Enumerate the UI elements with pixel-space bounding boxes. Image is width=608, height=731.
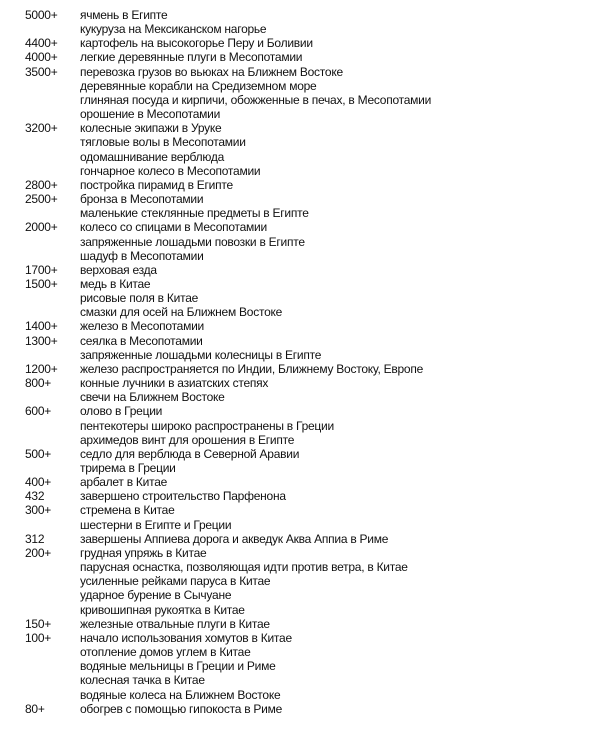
timeline-row — [0, 376, 608, 390]
timeline-row — [0, 121, 608, 135]
timeline-row — [0, 461, 608, 475]
timeline-event: водяные колеса на Ближнем Востоке — [80, 687, 281, 702]
timeline-event: картофель на высокогорье Перу и Боливии — [80, 36, 313, 51]
timeline-event: запряженные лошадьми колесницы в Египте — [80, 347, 322, 362]
timeline-row — [0, 645, 608, 659]
timeline-event: ячмень в Египте — [80, 8, 168, 22]
timeline-event: бронза в Месопотамии — [80, 192, 204, 207]
timeline-date: 4400+ — [25, 36, 58, 51]
timeline-row — [0, 107, 608, 121]
timeline-row — [0, 419, 608, 433]
timeline-date: 1700+ — [25, 262, 58, 277]
timeline-row — [0, 8, 608, 22]
timeline-row — [0, 164, 608, 178]
timeline-event: сеялка в Месопотамии — [80, 333, 203, 348]
timeline-date: 1500+ — [25, 276, 58, 291]
timeline-row — [0, 603, 608, 617]
timeline-row — [0, 673, 608, 687]
timeline-event: шестерни в Египте и Греции — [80, 517, 232, 532]
timeline-row — [0, 348, 608, 362]
timeline-date: 150+ — [25, 616, 52, 631]
timeline-event: перевозка грузов во вьюках на Ближнем Востоке — [80, 64, 343, 79]
timeline-list — [0, 8, 608, 716]
timeline-event: железо распространяется по Индии, Ближнему Востоку, Европе — [80, 361, 424, 376]
timeline-row — [0, 447, 608, 461]
timeline-date: 80+ — [25, 701, 45, 716]
timeline-event: одомашнивание верблюда — [80, 149, 225, 164]
timeline-event: усиленные рейками паруса в Китае — [80, 574, 271, 589]
timeline-row — [0, 135, 608, 149]
timeline-event: парусная оснастка, позволяющая идти против ветра, в Китае — [80, 560, 408, 575]
timeline-event: маленькие стеклянные предметы в Египте — [80, 206, 309, 221]
timeline-row — [0, 206, 608, 220]
timeline-row — [0, 390, 608, 404]
timeline-row — [0, 305, 608, 319]
timeline-event: кукуруза на Мексиканском нагорье — [80, 22, 267, 37]
timeline-event: орошение в Месопотамии — [80, 107, 221, 122]
timeline-row — [0, 574, 608, 588]
timeline-row — [0, 277, 608, 291]
timeline-event: гончарное колесо в Месопотамии — [80, 163, 261, 178]
timeline-event: свечи на Ближнем Востоке — [80, 390, 225, 405]
timeline-row — [0, 249, 608, 263]
timeline-event: глиняная посуда и кирпичи, обожженные в печах, в Месопотамии — [80, 92, 432, 107]
timeline-date: 400+ — [25, 475, 52, 490]
timeline-event: водяные мельницы в Греции и Риме — [80, 659, 276, 674]
timeline-date: 800+ — [25, 376, 52, 391]
timeline-event: ударное бурение в Сычуане — [80, 588, 232, 603]
timeline-row — [0, 546, 608, 560]
timeline-row — [0, 688, 608, 702]
timeline-date: 1400+ — [25, 319, 58, 334]
timeline-row — [0, 50, 608, 64]
timeline-event: архимедов винт для орошения в Египте — [80, 432, 295, 447]
timeline-event: трирема в Греции — [80, 461, 176, 475]
timeline-event: тягловые волы в Месопотамии — [80, 135, 246, 150]
timeline-event: седло для верблюда в Северной Аравии — [80, 446, 300, 461]
timeline-date: 200+ — [25, 545, 52, 560]
timeline-event: колесные экипажи в Уруке — [80, 121, 222, 136]
timeline-row — [0, 617, 608, 631]
timeline-event: завершено строительство Парфенона — [80, 489, 286, 504]
timeline-row — [0, 489, 608, 503]
timeline-row — [0, 433, 608, 447]
timeline-event: олово в Греции — [80, 404, 163, 419]
timeline-event: обогрев с помощью гипокоста в Риме — [80, 701, 283, 716]
timeline-row — [0, 220, 608, 234]
timeline-event: легкие деревянные плуги в Месопотамии — [80, 50, 303, 65]
timeline-event: железо в Месопотамии — [80, 319, 205, 334]
timeline-event: колесо со спицами в Месопотамии — [80, 220, 267, 235]
timeline-row — [0, 65, 608, 79]
timeline-event: верховая езда — [80, 262, 157, 277]
timeline-event: арбалет в Китае — [80, 475, 168, 490]
timeline-row — [0, 518, 608, 532]
timeline-row — [0, 79, 608, 93]
timeline-row — [0, 588, 608, 602]
timeline-row — [0, 150, 608, 164]
timeline-date: 3200+ — [25, 121, 58, 136]
timeline-row — [0, 404, 608, 418]
timeline-event: железные отвальные плуги в Китае — [80, 616, 270, 631]
timeline-event: деревянные корабли на Средиземном море — [80, 78, 317, 93]
timeline-event: медь в Китае — [80, 276, 151, 291]
timeline-row — [0, 702, 608, 716]
timeline-date: 432 — [25, 489, 45, 504]
timeline-row — [0, 503, 608, 517]
timeline-date: 1200+ — [25, 361, 58, 376]
timeline-row — [0, 36, 608, 50]
timeline-date: 300+ — [25, 503, 52, 518]
timeline-date: 1300+ — [25, 333, 58, 348]
timeline-date: 500+ — [25, 446, 52, 461]
timeline-row — [0, 22, 608, 36]
timeline-row — [0, 560, 608, 574]
timeline-date: 2000+ — [25, 220, 58, 235]
timeline-event: рисовые поля в Китае — [80, 291, 199, 306]
timeline-event: колесная тачка в Китае — [80, 673, 205, 688]
timeline-row — [0, 178, 608, 192]
timeline-date: 2800+ — [25, 177, 58, 192]
timeline-row — [0, 362, 608, 376]
timeline-row — [0, 192, 608, 206]
timeline-event: начало использования хомутов в Китае — [80, 630, 292, 645]
timeline-date: 2500+ — [25, 192, 58, 207]
timeline-event: постройка пирамид в Египте — [80, 177, 233, 192]
timeline-event: пентекотеры широко распространены в Греции — [80, 418, 334, 433]
timeline-row — [0, 631, 608, 645]
timeline-row — [0, 319, 608, 333]
timeline-event: запряженные лошадьми повозки в Египте — [80, 234, 305, 249]
timeline-row — [0, 93, 608, 107]
timeline-date: 3500+ — [25, 64, 58, 79]
timeline-event: конные лучники в азиатских степях — [80, 376, 269, 391]
timeline-row — [0, 235, 608, 249]
timeline-date: 100+ — [25, 630, 52, 645]
timeline-row — [0, 659, 608, 673]
timeline-event: стремена в Китае — [80, 503, 175, 518]
timeline-date: 5000+ — [25, 8, 58, 22]
timeline-event: смазки для осей на Ближнем Востоке — [80, 305, 283, 320]
timeline-event: завершены Аппиева дорога и акведук Аква Аппиа в Риме — [80, 531, 389, 546]
timeline-event: кривошипная рукоятка в Китае — [80, 602, 245, 617]
timeline-date: 4000+ — [25, 50, 58, 65]
timeline-row — [0, 475, 608, 489]
timeline-event: шадуф в Месопотамии — [80, 248, 204, 263]
timeline-event: отопление домов углем в Китае — [80, 645, 251, 660]
timeline-row — [0, 291, 608, 305]
timeline-event: грудная упряжь в Китае — [80, 545, 207, 560]
timeline-date: 600+ — [25, 404, 52, 419]
timeline-row — [0, 532, 608, 546]
timeline-date: 312 — [25, 531, 45, 546]
timeline-row — [0, 334, 608, 348]
timeline-row — [0, 263, 608, 277]
